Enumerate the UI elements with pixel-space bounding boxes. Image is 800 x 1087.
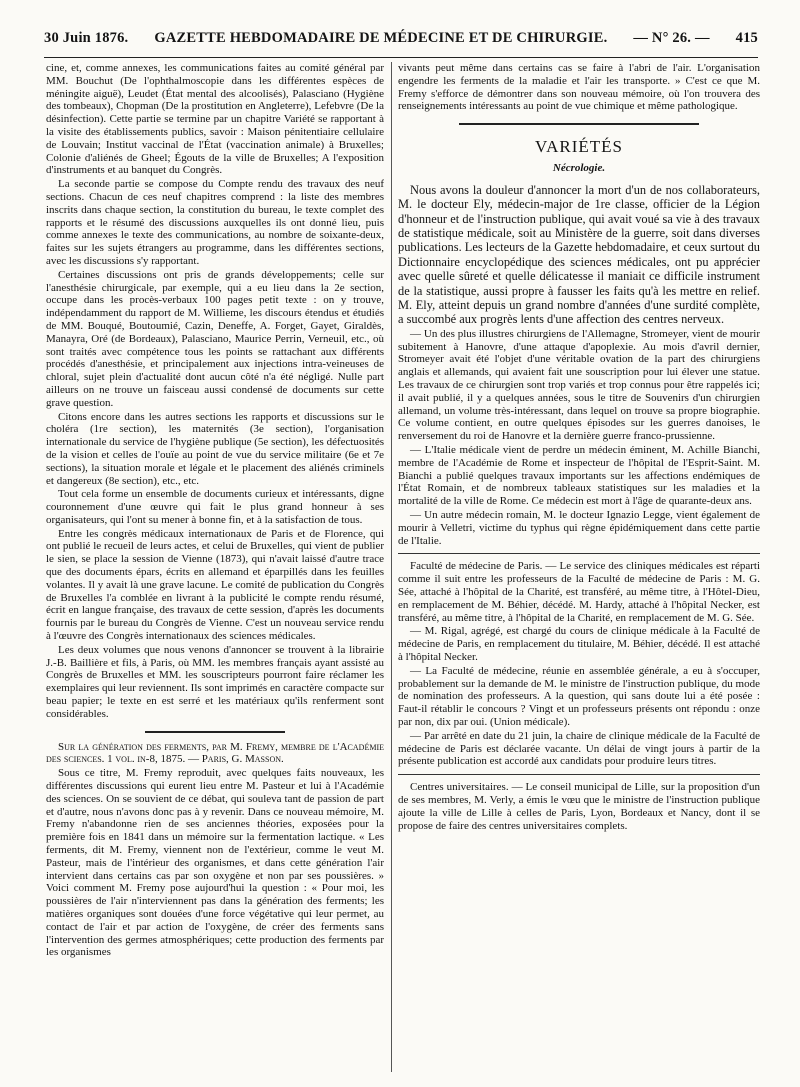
header-date: 30 Juin 1876. [44,30,129,46]
header-title: GAZETTE HEBDOMADAIRE DE MÉDECINE ET DE CHIRURGIE. [154,30,608,46]
left-column [46,62,384,1072]
article-paragraph: Tout cela forme un ensemble de documents curieux et intéressants, digne couronnement d'une œuvre qui fait le plus grand honneur à ses organisateurs, qui l'ont su mener à bonne fin, et à la satisfaction de tous. [46,488,384,526]
article-paragraph: Faculté de médecine de Paris. — Le service des cliniques médicales est réparti comme il suit entre les professeurs de la Faculté de médecine de Paris : M. G. Sée, attaché à l'hôpital de la Charité, est transféré, au même titre, à l'Hôtel-Dieu, en remplacement de M. Béhier, décédé. M. Hardy, attaché à l'hôpital Necker, est transféré, au même titre, à l'hôpital de la Charité, en remplacement de M. G. Sée. [398,560,760,624]
subsection-title: Nécrologie. [552,161,606,174]
book-review-heading: Sur la génération des ferments, par M. Fremy, membre de l'Académie des sciences. 1 vol. in-8, 1875. — Paris, G. Masson. [46,740,384,766]
article-paragraph: cine, et, comme annexes, les communications faites au comité général par MM. Bouchut (De l'ophthalmoscopie dans les différentes espèces de méningite aiguë), Leudet (État mental des alcoolisés), Palasciano (Hygiène des tombeaux), Chopman (De la prostitution en Angleterre), Lefebvre (De la désinfection). Cette partie se termine par un chapitre Variété se rapportant à la visite des établissements publics, savoir : Maison pénitentiaire cellulaire de Louvain; Institut vaccinal de l'État (vaccination animale) à Bruxelles; Colonie d'aliénés de Gheel; Égouts de la ville de Bruxelles; A l'exposition d'instruments et au banquet du Congrès. [46,62,384,177]
section-separator [145,731,285,733]
article-paragraph: Les deux volumes que nous venons d'annoncer se trouvent à la librairie J.-B. Baillière et fils, à Paris, où MM. les membres français ayant assisté au Congrès de Bruxelles et MM. les souscripteurs pourront faire réclamer les exemplaires qui leur reviennent. Ils sont imprimés en caractère compacte sur beau papier; le texte en est serré et les matériaux qu'ils renferment sont considérables. [46,643,384,720]
article-paragraph: Centres universitaires. — Le conseil municipal de Lille, sur la proposition d'un de ses membres, M. Verly, a émis le vœu que le ministre de l'instruction publique ajoute la ville de Lille à celles de Paris, Lyon, Bordeaux et Nancy, dont il se propose de faire des centres universitaires complets. [398,781,760,832]
section-separator [398,553,760,554]
article-paragraph: — Un des plus illustres chirurgiens de l'Allemagne, Stromeyer, vient de mourir subitement à Hanovre, d'une attaque d'apoplexie. Au mois d'avril dernier, Stromeyer avait été l'objet d'une véritable ovation de la part des chirurgiens anglais et allemands, qui avaient fait une souscription pour lui élever une statue. Les travaux de ce chirurgien sont trop variés et trop connus pour être rappelés ici; il avait publié, il y a quelques années, sous le titre de Souvenirs d'un chirurgien allemand, un volume très-intéressant, dans lequel on trouve sa propre biographie. Ce volume contient, en outre quelques épisodes sur les guerres danoises, le renversement du roi de Hanovre et la dernière guerre franco-prussienne. [398,327,760,443]
article-paragraph: Citons encore dans les autres sections les rapports et discussions sur le choléra (1re section), les maternités (3e section), l'organisation internationale du service de l'hygiène publique (5e section), les défectuosités de la vision et celles de l'ouïe au point de vue du service militaire (6e et 7e sections), la situation morale et légale et le placement des aliénés criminels et dangereux (8e section), etc., etc. [46,410,384,487]
article-paragraph: — La Faculté de médecine, réunie en assemblée générale, a eu à s'occuper, probablement sur la demande de M. le ministre de l'instruction publique, du mode de nomination des professeurs. A la question, qui sans doute lui a été posée : Faut-il rétablir le concours ? Vingt et un professeurs présents ont répondu : onze par non, dix par oui. (Union médicale). [398,664,760,728]
obituary-lead [398,183,760,327]
article-paragraph: Certaines discussions ont pris de grands développements; celle sur l'anesthésie chirurgicale, par exemple, qui a eu lieu dans la 2e section, occupe dans les procès-verbaux 100 pages petit texte : on y trouve, indépendamment du rapport de M. Willieme, les discours étendus et étudiés de MM. Bouqué, Boutoumié, Cazin, Deneffe, A. Forget, Gayet, Giraldès, Manayra, Oré (de Bordeaux), Palasciano, Maurice Perrin, Verneuil, etc., où sont traités avec compétence tous les points se rattachant aux différents procédés d'anesthésie, et principalement aux injections intra-veineuses de chloral, sujet plein d'actualité dont aucun côté n'a été négligé. Nulle part ailleurs on ne trouve un faisceau aussi condensé de documents sur cette grave question. [46,268,384,409]
article-paragraph: — L'Italie médicale vient de perdre un médecin éminent, M. Achille Bianchi, membre de l'Académie de Rome et inspecteur de l'hôpital de l'Esprit-Saint. M. Bianchi a publié quelques travaux importants sur les affections endémiques de l'État Romain, et de nombreux tableaux statistiques sur les maladies et la mortalité de la ville de Rome. Ce médecin est mort à l'âge de quarante-deux ans. [398,444,760,508]
page-header [44,30,758,54]
article-paragraph: Sous ce titre, M. Fremy reproduit, avec quelques faits nouveaux, les différentes discussions qui eurent lieu entre M. Pasteur et lui à l'Académie des sciences. On se souvient de ce débat, qui souleva tant de passion de part et d'autre, nous n'avons donc pas à y revenir. Dans ce nouveau mémoire, M. Fremy n'abandonne rien de ses anciennes théories, exposées pour la première fois en 1841 dans un mémoire sur la fermentation lactique. « Les ferments, dit M. Fremy, viennent non de l'extérieur, comme le veut M. Pasteur, mais de l'intérieur des organismes, et dans cette génération l'air intervient dans certains cas par son oxygène et non par ses poussières. » Voici comment M. Fremy pose aujourd'hui la question : « Pour moi, les poussières de l'air n'interviennent pas dans la génération des ferments; les matières organiques sont douées d'une force végétative qui leur permet, au contact de l'air et par action de l'oxygène, de créer des ferments sans l'intervention des germes atmosphériques; cette production des ferments par les organismes [46,767,384,959]
article-paragraph: — Par arrêté en date du 21 juin, la chaire de clinique médicale de la Faculté de médecine de Paris est déclarée vacante. Un délai de vingt jours à partir de la présente publication est accordé aux candidats pour produire leurs titres. [398,729,760,768]
article-paragraph: Nous avons la douleur d'annoncer la mort d'un de nos collaborateurs, M. le docteur Ely, médecin-major de 1re classe, officier de la Légion d'honneur et de l'instruction publique, qui avait voué sa vie à des travaux de statistique médicale, soit au Ministère de la guerre, soit dans diverses publications. Les lecteurs de la Gazette hebdomadaire, et ceux surtout du Dictionnaire encyclopédique des sciences médicales, ont pu apprécier avec quelle sûreté et quelle délicatesse il maniait ce difficile instrument de la statistique, aussi propre à fausser les faits qu'à les mettre en relief. M. Ely, atteint depuis un grand nombre d'années d'une surdité complète, a succombé aux progrès lents d'une affection des centres nerveux. [398,182,760,327]
column-divider [391,62,392,1072]
article-paragraph: Entre les congrès médicaux internationaux de Paris et de Florence, qui ont publié le recueil de leurs actes, et celui de Bruxelles, qui vient de publier le sien, se place la session de Vienne (1873), qui n'avait laissé d'autre trace que des documents épars, écrits en allemand et éparpillés dans les feuilles volantes. Il y avait là une grave lacune. Le comité de publication du Congrès de Bruxelles l'a comblée en livrant à la publicité le compte rendu résumé, écrit en langue française, des travaux de cette session, d'après les documents fournis par le bureau du Congrès de Vienne. C'est un nouveau service rendu à l'œuvre des Congrès internationaux des sciences médicales. [46,527,384,643]
header-page-number: 415 [735,30,758,46]
header-divider [44,57,758,58]
right-column [398,62,760,1072]
section-separator [398,774,760,775]
article-paragraph: vivants peut même dans certains cas se faire à l'abri de l'air. L'organisation engendre les ferments de la maladie et l'air les transporte. » C'est ce que M. Fremy s'efforce de démontrer dans son nouveau mémoire, où l'on trouvera des renseignements intéressants au point de vue chimique et même pathologique. [398,62,760,113]
article-paragraph: — Un autre médecin romain, M. le docteur Ignazio Legge, vient également de mourir à Velletri, victime du typhus qui règne épidémiquement dans cette partie de l'Italie. [398,509,760,547]
article-paragraph: La seconde partie se compose du Compte rendu des travaux des neuf sections. Chacun de ces neuf chapitres comprend : la liste des membres inscrits dans chaque section, la constitution du bureau, le texte complet des rapports et le résumé des discussions auxquelles ils ont donné lieu, puis comme annexes le texte des communications, au nombre de soixante-deux, faites sur les sujets étrangers au programme, dans les différentes sections, avec les discussions s'y rapportant. [46,178,384,267]
section-title: VARIÉTÉS [535,137,623,157]
article-paragraph: — M. Rigal, agrégé, est chargé du cours de clinique médicale à la Faculté de médecine de Paris, en remplacement du titulaire, M. Béhier, décédé. Il est attaché à l'hôpital Necker. [398,625,760,663]
section-separator [459,123,699,125]
header-issue: — N° 26. — [633,30,710,46]
